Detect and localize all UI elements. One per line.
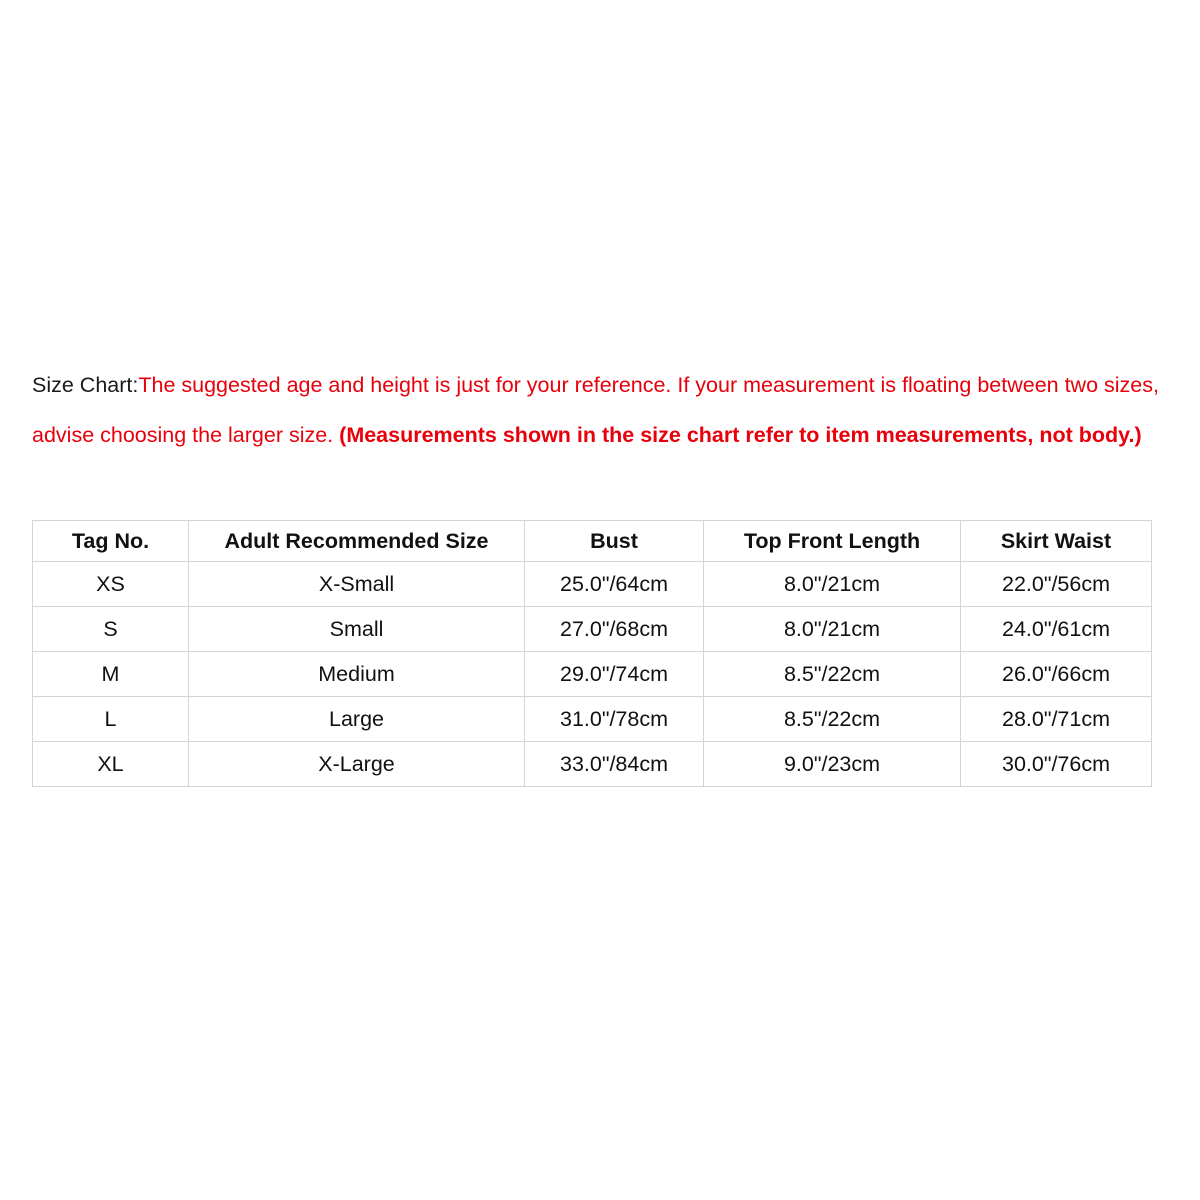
cell-skirt-waist: 30.0"/76cm [961, 742, 1152, 787]
table-header-row [33, 521, 1152, 562]
table-row [33, 742, 1152, 787]
cell-skirt-waist: 22.0"/56cm [961, 562, 1152, 607]
cell-bust: 31.0"/78cm [525, 697, 704, 742]
cell-skirt-waist: 28.0"/71cm [961, 697, 1152, 742]
cell-recommended-size: X-Large [189, 742, 525, 787]
size-chart-label: Size Chart: [32, 373, 139, 397]
table-row [33, 652, 1152, 697]
cell-bust: 29.0"/74cm [525, 652, 704, 697]
cell-tag-no: XL [33, 742, 189, 787]
cell-top-front-length: 8.5"/22cm [704, 652, 961, 697]
header-bust: Bust [525, 521, 704, 562]
cell-top-front-length: 8.5"/22cm [704, 697, 961, 742]
cell-top-front-length: 8.0"/21cm [704, 562, 961, 607]
table-row [33, 607, 1152, 652]
cell-bust: 25.0"/64cm [525, 562, 704, 607]
size-chart-table [32, 520, 1152, 787]
header-tag-no: Tag No. [33, 521, 189, 562]
cell-tag-no: S [33, 607, 189, 652]
cell-top-front-length: 9.0"/23cm [704, 742, 961, 787]
cell-skirt-waist: 26.0"/66cm [961, 652, 1152, 697]
size-chart-disclaimer: (Measurements shown in the size chart refer to item measurements, not body.) [339, 423, 1142, 447]
header-adult-recommended-size: Adult Recommended Size [189, 521, 525, 562]
cell-tag-no: XS [33, 562, 189, 607]
header-skirt-waist: Skirt Waist [961, 521, 1152, 562]
cell-bust: 33.0"/84cm [525, 742, 704, 787]
cell-bust: 27.0"/68cm [525, 607, 704, 652]
size-chart-notice [32, 360, 1162, 460]
cell-recommended-size: X-Small [189, 562, 525, 607]
cell-skirt-waist: 24.0"/61cm [961, 607, 1152, 652]
cell-recommended-size: Large [189, 697, 525, 742]
size-chart-advice: The suggested age and height is just for your reference. If your measurement is floating between two sizes, advise choosing the larger size. [32, 373, 1159, 447]
cell-recommended-size: Medium [189, 652, 525, 697]
header-top-front-length: Top Front Length [704, 521, 961, 562]
table-row [33, 562, 1152, 607]
cell-tag-no: M [33, 652, 189, 697]
cell-top-front-length: 8.0"/21cm [704, 607, 961, 652]
cell-recommended-size: Small [189, 607, 525, 652]
cell-tag-no: L [33, 697, 189, 742]
table-row [33, 697, 1152, 742]
